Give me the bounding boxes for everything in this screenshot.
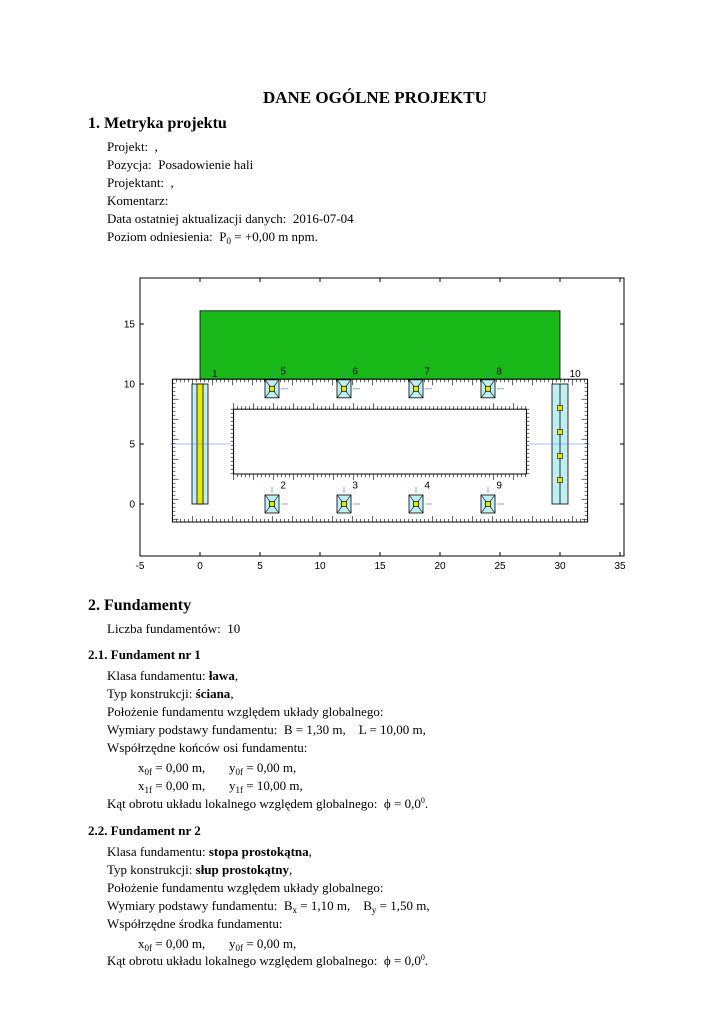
f2-x0f-sub: 0f xyxy=(144,943,152,953)
foundation-label: 9 xyxy=(496,480,502,492)
foundation-label: 7 xyxy=(424,366,430,378)
f1-polozenie: Położenie fundamentu względem układy globalnego: xyxy=(107,704,384,719)
strip-column xyxy=(558,454,563,459)
f2-wymiary xyxy=(107,898,430,914)
strip-column xyxy=(558,406,563,411)
f1-kat-end: . xyxy=(424,796,429,811)
poziom-sub: 0 xyxy=(226,236,232,246)
f1-wymiary-l: L = 10,00 m, xyxy=(358,722,426,737)
projektant-label: Projektant: xyxy=(107,175,165,190)
row-poziom xyxy=(107,229,318,245)
projekt-value: , xyxy=(154,139,158,154)
x-tick-label: 20 xyxy=(434,561,446,572)
f2-bx-sym: B xyxy=(283,898,293,913)
row-projektant xyxy=(107,175,174,191)
projektant-value: , xyxy=(170,175,174,190)
x-tick-label: 0 xyxy=(197,561,203,572)
pozycja-label: Pozycja: xyxy=(107,157,152,172)
f2-x0f xyxy=(138,936,205,952)
y-tick-label: 10 xyxy=(124,379,135,391)
f1-x1f-val: = 0,00 m, xyxy=(155,778,206,793)
x-tick-label: -5 xyxy=(135,561,145,572)
f1-y0f-sym: y xyxy=(229,760,236,775)
f1-kat-val: = 0,0 xyxy=(394,796,421,811)
f1-kat-sup: 0 xyxy=(420,796,425,805)
f2-polozenie: Położenie fundamentu względem układy globalnego: xyxy=(107,880,384,895)
f2-kat-val: = 0,0 xyxy=(394,953,421,968)
f1-typ-label: Typ konstrukcji: xyxy=(107,686,193,701)
outline-inner xyxy=(234,409,527,474)
f1-kat-sym: ϕ xyxy=(383,796,391,811)
f2-typ: Typ konstrukcji: słup prostokątny, xyxy=(107,862,293,877)
f1-x0f xyxy=(138,760,205,776)
f1-kat-label: Kąt obrotu układu lokalnego względem globalnego: xyxy=(107,796,378,811)
komentarz-label: Komentarz: xyxy=(107,193,169,208)
row-liczba xyxy=(107,621,240,637)
f2-klasa-label: Klasa fundamentu: xyxy=(107,844,206,859)
x-tick-label: 35 xyxy=(614,561,626,572)
f1-wymiary xyxy=(107,722,426,738)
f1-x1f-sub: 1f xyxy=(144,785,152,795)
f2-kat-sup: 0 xyxy=(420,953,425,962)
f2-by-sym: B xyxy=(363,898,372,913)
f2-kat-end: . xyxy=(424,953,429,968)
f1-typ-value: ściana xyxy=(195,686,231,701)
f2-x0f-val: = 0,00 m, xyxy=(155,936,206,951)
f1-y0f-sub: 0f xyxy=(235,767,243,777)
x-tick-label: 10 xyxy=(314,561,326,572)
count-value: 10 xyxy=(227,621,241,636)
foundation-label: 3 xyxy=(352,480,358,492)
f1-wsp-label: Współrzędne końców osi fundamentu: xyxy=(107,740,308,755)
fundament-1-heading: 2.1. Fundament nr 1 xyxy=(88,647,201,662)
x-tick-label: 15 xyxy=(374,561,386,572)
f2-y0f-sym: y xyxy=(229,936,236,951)
foundation-label: 4 xyxy=(424,480,430,492)
f2-wymiary-label: Wymiary podstawy fundamentu: xyxy=(107,898,278,913)
page-title: DANE OGÓLNE PROJEKTU xyxy=(263,88,487,107)
plot-outer-outline xyxy=(172,379,587,522)
f1-y1f-sym: y xyxy=(229,778,236,793)
f1-y0f xyxy=(229,760,296,776)
green-area xyxy=(200,311,560,379)
f1-wymiary-label: Wymiary podstawy fundamentu: xyxy=(107,722,278,737)
f2-kat xyxy=(107,953,428,969)
f2-wsp-label: Współrzędne środka fundamentu: xyxy=(107,916,283,931)
row-projekt xyxy=(107,139,158,155)
projekt-label: Projekt: xyxy=(107,139,149,154)
column xyxy=(342,502,347,507)
f2-y0f-val: = 0,00 m, xyxy=(246,936,297,951)
poziom-symbol: P xyxy=(219,229,227,244)
f1-kat xyxy=(107,796,428,812)
f2-klasa-value: stopa prostokątna xyxy=(208,844,309,859)
f1-x0f-sym: x xyxy=(138,760,145,775)
foundation-plan-chart xyxy=(124,268,634,588)
fundament-2-heading: 2.2. Fundament nr 2 xyxy=(88,823,201,838)
poziom-label: Poziom odniesienia: xyxy=(107,229,213,244)
f2-typ-label: Typ konstrukcji: xyxy=(107,862,193,877)
column xyxy=(270,386,275,391)
x-tick-label: 25 xyxy=(494,561,506,572)
row-pozycja xyxy=(107,157,253,173)
foundation-label: 10 xyxy=(569,368,581,380)
plot-green-area-group xyxy=(200,311,560,379)
f1-y1f xyxy=(229,778,303,794)
column xyxy=(270,502,275,507)
f2-by-sub: y xyxy=(371,905,377,915)
y-tick-label: 15 xyxy=(124,319,135,331)
f1-klasa-value: ława xyxy=(208,668,235,683)
f2-y0f-sub: 0f xyxy=(235,943,243,953)
foundation-label: 8 xyxy=(496,366,502,378)
count-label: Liczba fundamentów: xyxy=(107,621,221,636)
data-label: Data ostatniej aktualizacji danych: xyxy=(107,211,287,226)
poziom-value: = +0,00 m npm. xyxy=(234,229,318,244)
f1-klasa-label: Klasa fundamentu: xyxy=(107,668,206,683)
f1-y1f-val: = 10,00 m, xyxy=(246,778,303,793)
column xyxy=(414,502,419,507)
data-value: 2016-07-04 xyxy=(292,211,354,226)
f2-kat-label: Kąt obrotu układu lokalnego względem globalnego: xyxy=(107,953,378,968)
column xyxy=(486,502,491,507)
row-data xyxy=(107,211,354,227)
f2-bx-val: = 1,10 m, xyxy=(300,898,351,913)
x-tick-label: 5 xyxy=(257,561,263,572)
f1-klasa: Klasa fundamentu: ława, xyxy=(107,668,239,683)
f1-wymiary-b: B = 1,30 m, xyxy=(283,722,346,737)
column xyxy=(414,386,419,391)
y-tick-label: 0 xyxy=(129,499,135,511)
f2-typ-value: słup prostokątny xyxy=(195,862,289,877)
strip-column xyxy=(558,430,563,435)
f2-bx-sub: x xyxy=(292,905,298,915)
f1-x1f xyxy=(138,778,205,794)
row-komentarz xyxy=(107,193,168,209)
f2-x0f-sym: x xyxy=(138,936,145,951)
f2-kat-sym: ϕ xyxy=(383,953,391,968)
f2-by-val: = 1,50 m, xyxy=(379,898,430,913)
column xyxy=(486,386,491,391)
strip-column xyxy=(558,478,563,483)
pozycja-value: Posadowienie hali xyxy=(158,157,254,172)
y-tick-label: 5 xyxy=(129,439,135,451)
foundation-label: 6 xyxy=(352,366,358,378)
section-heading-fundamenty: 2. Fundamenty xyxy=(88,597,192,614)
f2-y0f xyxy=(229,936,296,952)
f1-y1f-sub: 1f xyxy=(235,785,243,795)
section-heading-metryka: 1. Metryka projektu xyxy=(88,115,227,132)
f1-x1f-sym: x xyxy=(138,778,145,793)
f2-klasa: Klasa fundamentu: stopa prostokątna, xyxy=(107,844,312,859)
column xyxy=(342,386,347,391)
f1-x0f-sub: 0f xyxy=(144,767,152,777)
f1-x0f-val: = 0,00 m, xyxy=(155,760,206,775)
f1-y0f-val: = 0,00 m, xyxy=(246,760,297,775)
x-tick-label: 30 xyxy=(554,561,566,572)
foundation-label: 1 xyxy=(212,368,218,380)
f1-typ: Typ konstrukcji: ściana, xyxy=(107,686,234,701)
foundation-label: 5 xyxy=(280,366,286,378)
foundation-label: 2 xyxy=(280,480,286,492)
